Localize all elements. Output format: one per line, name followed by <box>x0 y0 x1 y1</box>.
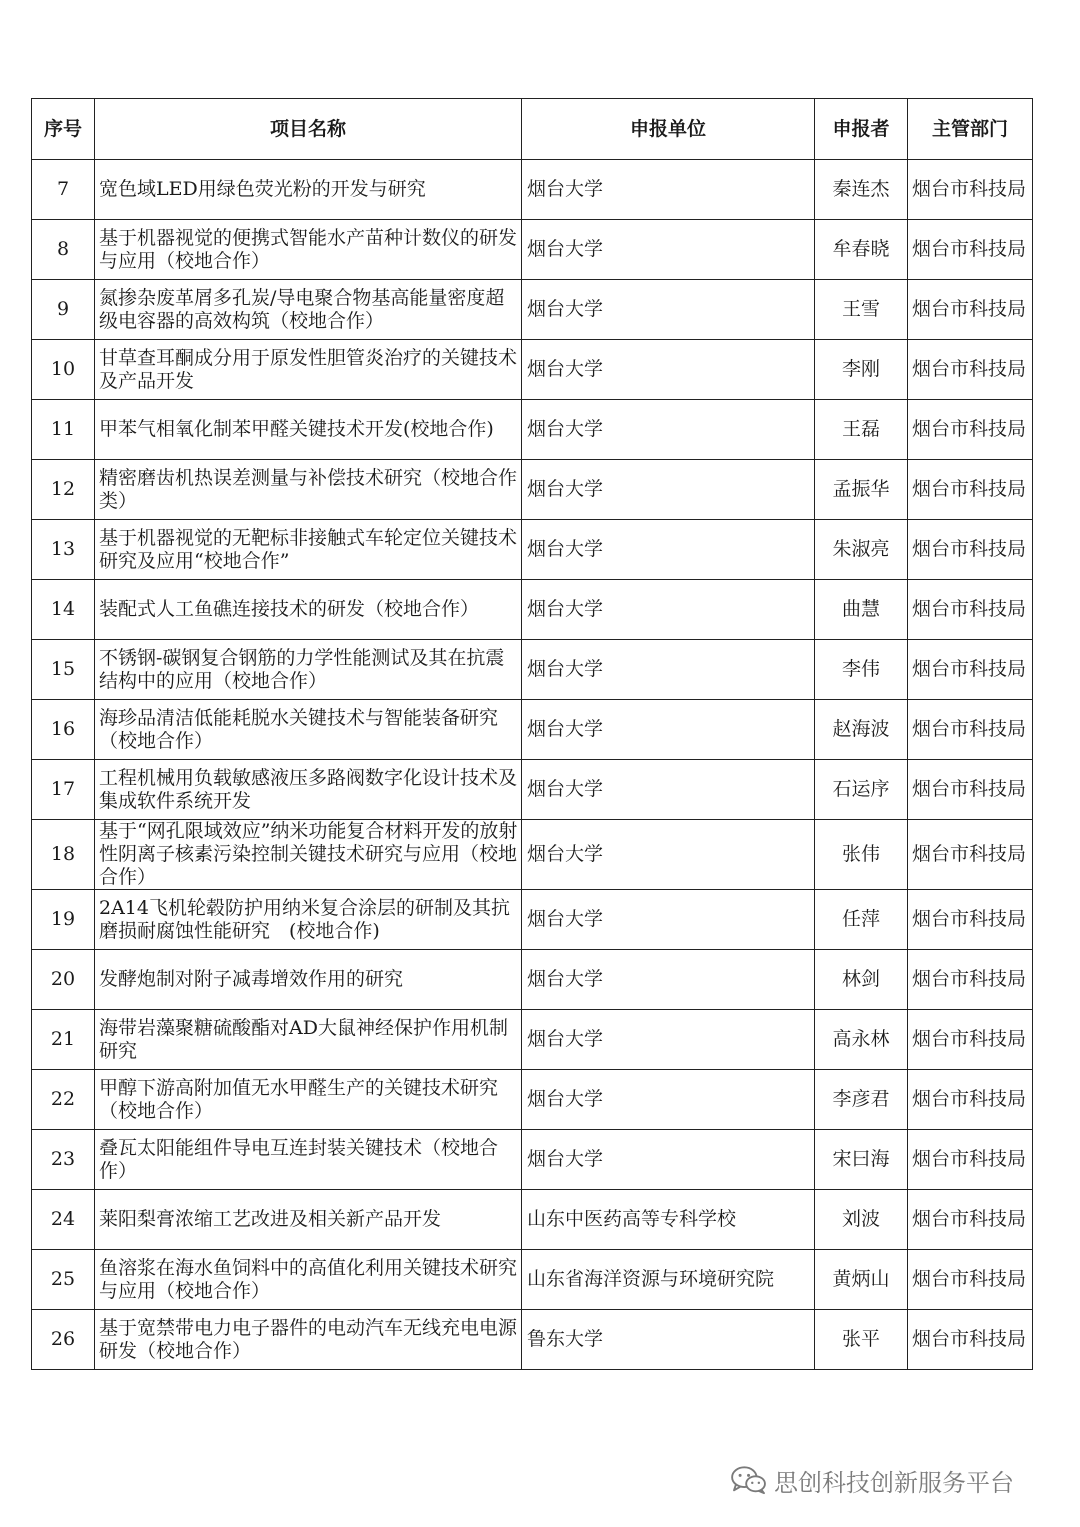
row-project-name: 氮掺杂废革屑多孔炭/导电聚合物基高能量密度超级电容器的高效构筑（校地合作） <box>95 280 522 340</box>
row-department: 烟台市科技局 <box>908 890 1033 950</box>
table-row <box>32 460 1033 520</box>
watermark <box>730 1462 1014 1498</box>
row-project-name: 基于机器视觉的便携式智能水产苗种计数仪的研发与应用（校地合作） <box>95 220 522 280</box>
table-row <box>32 1190 1033 1250</box>
row-index: 12 <box>32 460 95 520</box>
row-applicant: 秦连杰 <box>815 160 908 220</box>
row-index: 11 <box>32 400 95 460</box>
table-row <box>32 1010 1033 1070</box>
row-project-name: 2A14飞机轮毂防护用纳米复合涂层的研制及其抗磨损耐腐蚀性能研究 (校地合作) <box>95 890 522 950</box>
row-applicant: 孟振华 <box>815 460 908 520</box>
table-row <box>32 1250 1033 1310</box>
row-index: 9 <box>32 280 95 340</box>
row-unit: 烟台大学 <box>522 460 815 520</box>
table-row <box>32 340 1033 400</box>
row-unit: 烟台大学 <box>522 950 815 1010</box>
row-applicant: 任萍 <box>815 890 908 950</box>
row-unit: 烟台大学 <box>522 890 815 950</box>
row-index: 23 <box>32 1130 95 1190</box>
row-unit: 烟台大学 <box>522 820 815 890</box>
row-department: 烟台市科技局 <box>908 580 1033 640</box>
row-department: 烟台市科技局 <box>908 460 1033 520</box>
row-project-name: 甲醇下游高附加值无水甲醛生产的关键技术研究（校地合作） <box>95 1070 522 1130</box>
table-row <box>32 890 1033 950</box>
row-index: 15 <box>32 640 95 700</box>
row-unit: 烟台大学 <box>522 760 815 820</box>
row-department: 烟台市科技局 <box>908 820 1033 890</box>
row-project-name: 不锈钢-碳钢复合钢筋的力学性能测试及其在抗震结构中的应用（校地合作） <box>95 640 522 700</box>
row-project-name: 海带岩藻聚糖硫酸酯对AD大鼠神经保护作用机制研究 <box>95 1010 522 1070</box>
row-unit: 烟台大学 <box>522 640 815 700</box>
row-applicant: 张平 <box>815 1310 908 1370</box>
row-unit: 烟台大学 <box>522 1070 815 1130</box>
row-applicant: 王雪 <box>815 280 908 340</box>
row-applicant: 黄炳山 <box>815 1250 908 1310</box>
row-unit: 烟台大学 <box>522 400 815 460</box>
table-row <box>32 700 1033 760</box>
table-row <box>32 950 1033 1010</box>
row-index: 25 <box>32 1250 95 1310</box>
row-applicant: 李伟 <box>815 640 908 700</box>
row-unit: 烟台大学 <box>522 340 815 400</box>
row-unit: 鲁东大学 <box>522 1310 815 1370</box>
row-unit: 烟台大学 <box>522 700 815 760</box>
table-row <box>32 280 1033 340</box>
row-applicant: 高永林 <box>815 1010 908 1070</box>
row-applicant: 刘波 <box>815 1190 908 1250</box>
row-applicant: 李刚 <box>815 340 908 400</box>
row-department: 烟台市科技局 <box>908 640 1033 700</box>
row-index: 26 <box>32 1310 95 1370</box>
row-department: 烟台市科技局 <box>908 520 1033 580</box>
row-unit: 烟台大学 <box>522 520 815 580</box>
header-department: 主管部门 <box>908 99 1033 160</box>
table-row <box>32 160 1033 220</box>
row-index: 16 <box>32 700 95 760</box>
row-project-name: 海珍品清洁低能耗脱水关键技术与智能装备研究（校地合作） <box>95 700 522 760</box>
row-department: 烟台市科技局 <box>908 280 1033 340</box>
table-row <box>32 640 1033 700</box>
row-project-name: 叠瓦太阳能组件导电互连封装关键技术（校地合作） <box>95 1130 522 1190</box>
row-index: 19 <box>32 890 95 950</box>
row-department: 烟台市科技局 <box>908 340 1033 400</box>
table-row <box>32 760 1033 820</box>
row-index: 21 <box>32 1010 95 1070</box>
row-project-name: 装配式人工鱼礁连接技术的研发（校地合作） <box>95 580 522 640</box>
row-department: 烟台市科技局 <box>908 1190 1033 1250</box>
row-department: 烟台市科技局 <box>908 1070 1033 1130</box>
wechat-icon <box>730 1465 768 1495</box>
watermark-text: 思创科技创新服务平台 <box>774 1468 1014 1497</box>
row-applicant: 林剑 <box>815 950 908 1010</box>
row-department: 烟台市科技局 <box>908 220 1033 280</box>
row-project-name: 甘草查耳酮成分用于原发性胆管炎治疗的关键技术及产品开发 <box>95 340 522 400</box>
header-unit: 申报单位 <box>522 99 815 160</box>
row-department: 烟台市科技局 <box>908 1310 1033 1370</box>
table-row <box>32 1070 1033 1130</box>
row-department: 烟台市科技局 <box>908 700 1033 760</box>
table-header-row <box>32 99 1033 160</box>
table-body <box>32 160 1033 1370</box>
header-index: 序号 <box>32 99 95 160</box>
row-index: 17 <box>32 760 95 820</box>
row-unit: 烟台大学 <box>522 580 815 640</box>
row-unit: 山东省海洋资源与环境研究院 <box>522 1250 815 1310</box>
row-project-name: 精密磨齿机热误差测量与补偿技术研究（校地合作类） <box>95 460 522 520</box>
row-index: 8 <box>32 220 95 280</box>
row-index: 14 <box>32 580 95 640</box>
row-project-name: 甲苯气相氧化制苯甲醛关键技术开发(校地合作) <box>95 400 522 460</box>
row-project-name: 宽色域LED用绿色荧光粉的开发与研究 <box>95 160 522 220</box>
row-department: 烟台市科技局 <box>908 1250 1033 1310</box>
row-applicant: 张伟 <box>815 820 908 890</box>
row-project-name: 鱼溶浆在海水鱼饲料中的高值化利用关键技术研究与应用（校地合作） <box>95 1250 522 1310</box>
header-applicant: 申报者 <box>815 99 908 160</box>
row-unit: 烟台大学 <box>522 280 815 340</box>
row-index: 7 <box>32 160 95 220</box>
row-unit: 烟台大学 <box>522 160 815 220</box>
project-table <box>31 98 1033 1370</box>
row-department: 烟台市科技局 <box>908 1130 1033 1190</box>
row-applicant: 牟春晓 <box>815 220 908 280</box>
row-index: 10 <box>32 340 95 400</box>
row-unit: 烟台大学 <box>522 1130 815 1190</box>
row-index: 18 <box>32 820 95 890</box>
row-department: 烟台市科技局 <box>908 950 1033 1010</box>
row-applicant: 朱淑亮 <box>815 520 908 580</box>
row-project-name: 工程机械用负载敏感液压多路阀数字化设计技术及集成软件系统开发 <box>95 760 522 820</box>
table-row <box>32 820 1033 890</box>
table-row <box>32 1130 1033 1190</box>
table-row <box>32 520 1033 580</box>
row-project-name: 基于机器视觉的无靶标非接触式车轮定位关键技术研究及应用“校地合作” <box>95 520 522 580</box>
row-project-name: 基于宽禁带电力电子器件的电动汽车无线充电电源研发（校地合作） <box>95 1310 522 1370</box>
row-index: 20 <box>32 950 95 1010</box>
row-project-name: 莱阳梨膏浓缩工艺改进及相关新产品开发 <box>95 1190 522 1250</box>
row-department: 烟台市科技局 <box>908 160 1033 220</box>
row-project-name: 基于“网孔限域效应”纳米功能复合材料开发的放射性阴离子核素污染控制关键技术研究与应用（校地合作） <box>95 820 522 890</box>
table-row <box>32 400 1033 460</box>
row-index: 24 <box>32 1190 95 1250</box>
row-department: 烟台市科技局 <box>908 1010 1033 1070</box>
row-unit: 烟台大学 <box>522 220 815 280</box>
row-project-name: 发酵炮制对附子减毒增效作用的研究 <box>95 950 522 1010</box>
row-applicant: 宋曰海 <box>815 1130 908 1190</box>
table-row <box>32 1310 1033 1370</box>
table-row <box>32 220 1033 280</box>
row-index: 22 <box>32 1070 95 1130</box>
row-applicant: 王磊 <box>815 400 908 460</box>
row-unit: 烟台大学 <box>522 1010 815 1070</box>
row-index: 13 <box>32 520 95 580</box>
row-department: 烟台市科技局 <box>908 760 1033 820</box>
row-applicant: 赵海波 <box>815 700 908 760</box>
row-applicant: 李彦君 <box>815 1070 908 1130</box>
row-unit: 山东中医药高等专科学校 <box>522 1190 815 1250</box>
row-department: 烟台市科技局 <box>908 400 1033 460</box>
row-applicant: 曲慧 <box>815 580 908 640</box>
table-row <box>32 580 1033 640</box>
header-project-name: 项目名称 <box>95 99 522 160</box>
row-applicant: 石运序 <box>815 760 908 820</box>
